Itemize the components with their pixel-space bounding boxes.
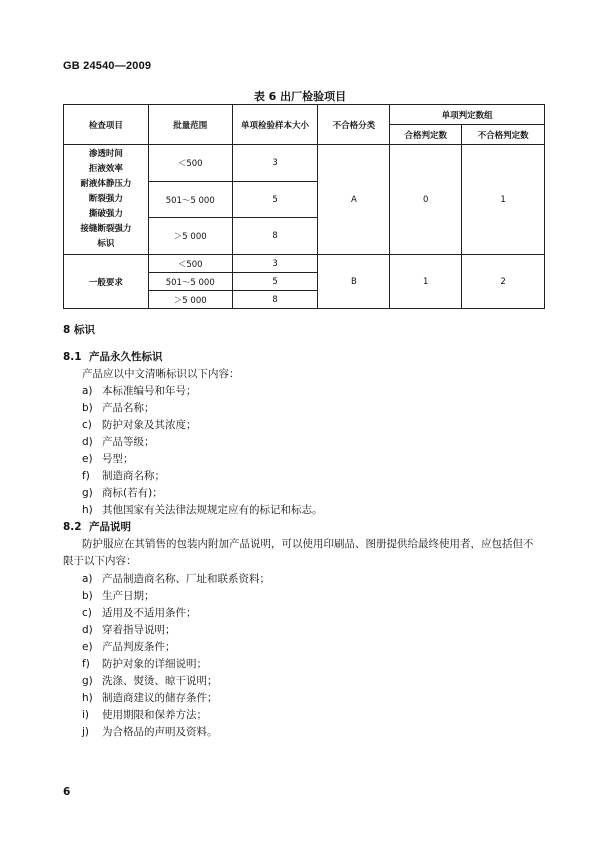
list-item bbox=[82, 605, 197, 620]
section-8-2-heading bbox=[63, 519, 131, 534]
list-letter: d) bbox=[82, 624, 93, 636]
list-letter: a) bbox=[82, 573, 93, 585]
section-number: 8.2 bbox=[63, 521, 82, 533]
list-item bbox=[82, 622, 176, 637]
batch-cell: ＞5 000 bbox=[148, 291, 232, 309]
list-item bbox=[82, 571, 270, 586]
list-letter: h) bbox=[82, 692, 93, 704]
header-group: 单项判定数组 bbox=[390, 105, 545, 125]
list-letter: e) bbox=[82, 641, 93, 653]
group1-item: 断裂强力 bbox=[88, 194, 123, 204]
header-reject: 不合格判定数 bbox=[462, 125, 545, 145]
list-text: 商标(若有)； bbox=[102, 487, 163, 499]
list-letter: c) bbox=[82, 607, 92, 619]
list-item bbox=[82, 656, 207, 671]
list-letter: f) bbox=[82, 658, 90, 670]
header-batch: 批量范围 bbox=[148, 105, 232, 145]
list-item bbox=[82, 639, 176, 654]
list-letter: g) bbox=[82, 487, 93, 499]
list-letter: b) bbox=[82, 590, 93, 602]
header-accept: 合格判定数 bbox=[390, 125, 462, 145]
list-text: 制造商名称； bbox=[102, 470, 165, 482]
header-item: 检查项目 bbox=[64, 105, 149, 145]
class-cell: A bbox=[318, 145, 390, 255]
standard-number: GB 24540—2009 bbox=[63, 60, 152, 72]
batch-cell: ＜500 bbox=[148, 255, 232, 273]
group1-item: 撕破强力 bbox=[88, 209, 123, 219]
group1-items-cell bbox=[64, 145, 149, 255]
class-cell: B bbox=[318, 255, 390, 309]
list-text: 产品等级； bbox=[102, 436, 155, 448]
list-text: 防护对象的详细说明； bbox=[102, 658, 207, 670]
section-8-1-heading bbox=[63, 349, 163, 364]
list-item bbox=[82, 417, 197, 432]
section-title: 产品永久性标识 bbox=[89, 351, 163, 363]
list-item bbox=[82, 724, 218, 739]
list-item bbox=[82, 707, 207, 722]
list-text: 穿着指导说明； bbox=[102, 624, 176, 636]
group1-item: 接缝断裂强力 bbox=[80, 224, 132, 234]
list-item bbox=[82, 673, 218, 688]
batch-cell: ＞5 000 bbox=[148, 218, 232, 255]
group1-item: 渗透时间 bbox=[88, 149, 123, 159]
section-number: 8.1 bbox=[63, 351, 82, 363]
section-8-2-intro-line1: 防护服应在其销售的包装内附加产品说明，可以使用印刷品、图册提供给最终使用者，应包括但不 bbox=[82, 538, 534, 550]
accept-cell: 0 bbox=[390, 145, 462, 255]
batch-cell: ＜500 bbox=[148, 145, 232, 182]
list-text: 为合格品的声明及资料。 bbox=[102, 726, 218, 738]
list-item bbox=[82, 485, 163, 500]
list-text: 本标准编号和年号； bbox=[102, 385, 197, 397]
list-text: 制造商建议的储存条件； bbox=[102, 692, 218, 704]
list-text: 号型； bbox=[102, 453, 134, 465]
list-text: 洗涤、熨烫、晾干说明； bbox=[102, 675, 218, 687]
sample-cell: 5 bbox=[232, 182, 318, 218]
list-item bbox=[82, 588, 155, 603]
list-text: 生产日期； bbox=[102, 590, 155, 602]
list-item bbox=[82, 383, 197, 398]
list-letter: h) bbox=[82, 504, 93, 516]
list-text: 适用及不适用条件； bbox=[102, 607, 197, 619]
reject-cell: 1 bbox=[462, 145, 545, 255]
sample-cell: 3 bbox=[232, 255, 318, 273]
list-text: 产品名称； bbox=[102, 402, 155, 414]
list-letter: j) bbox=[82, 726, 90, 738]
section-title: 产品说明 bbox=[89, 521, 131, 533]
page-number: 6 bbox=[63, 786, 71, 798]
batch-cell: 501～5 000 bbox=[148, 273, 232, 291]
group1-item: 耐液体静压力 bbox=[80, 179, 132, 189]
group2-item: 一般要求 bbox=[64, 255, 149, 309]
list-letter: e) bbox=[82, 453, 93, 465]
batch-cell: 501～5 000 bbox=[148, 182, 232, 218]
sample-cell: 8 bbox=[232, 218, 318, 255]
sample-cell: 5 bbox=[232, 273, 318, 291]
inspection-table bbox=[63, 104, 545, 309]
group1-item: 标识 bbox=[97, 239, 115, 249]
reject-cell: 2 bbox=[462, 255, 545, 309]
sample-cell: 3 bbox=[232, 145, 318, 182]
list-text: 产品制造商名称、厂址和联系资料； bbox=[102, 573, 270, 585]
list-text: 产品判废条件； bbox=[102, 641, 176, 653]
section-8-1-intro: 产品应以中文清晰标识以下内容： bbox=[82, 368, 240, 380]
table-title: 表 6 出厂检验项目 bbox=[253, 90, 347, 103]
list-item bbox=[82, 502, 323, 517]
list-letter: a) bbox=[82, 385, 93, 397]
list-letter: c) bbox=[82, 419, 92, 431]
list-letter: f) bbox=[82, 470, 90, 482]
list-letter: i) bbox=[82, 709, 90, 721]
section-8-title: 8 标识 bbox=[63, 324, 95, 336]
group1-item: 拒液效率 bbox=[88, 164, 123, 174]
list-item bbox=[82, 468, 165, 483]
list-letter: d) bbox=[82, 436, 93, 448]
list-item bbox=[82, 690, 218, 705]
list-item bbox=[82, 451, 134, 466]
section-8-2-intro-line2: 限于以下内容： bbox=[63, 555, 137, 567]
list-text: 使用期限和保养方法； bbox=[102, 709, 207, 721]
header-class: 不合格分类 bbox=[318, 105, 390, 145]
list-letter: g) bbox=[82, 675, 93, 687]
list-item bbox=[82, 434, 155, 449]
list-text: 防护对象及其浓度； bbox=[102, 419, 197, 431]
list-item bbox=[82, 400, 155, 415]
sample-cell: 8 bbox=[232, 291, 318, 309]
list-text: 其他国家有关法律法规规定应有的标记和标志。 bbox=[102, 504, 323, 516]
list-letter: b) bbox=[82, 402, 93, 414]
header-sample: 单项检验样本大小 bbox=[232, 105, 318, 145]
accept-cell: 1 bbox=[390, 255, 462, 309]
